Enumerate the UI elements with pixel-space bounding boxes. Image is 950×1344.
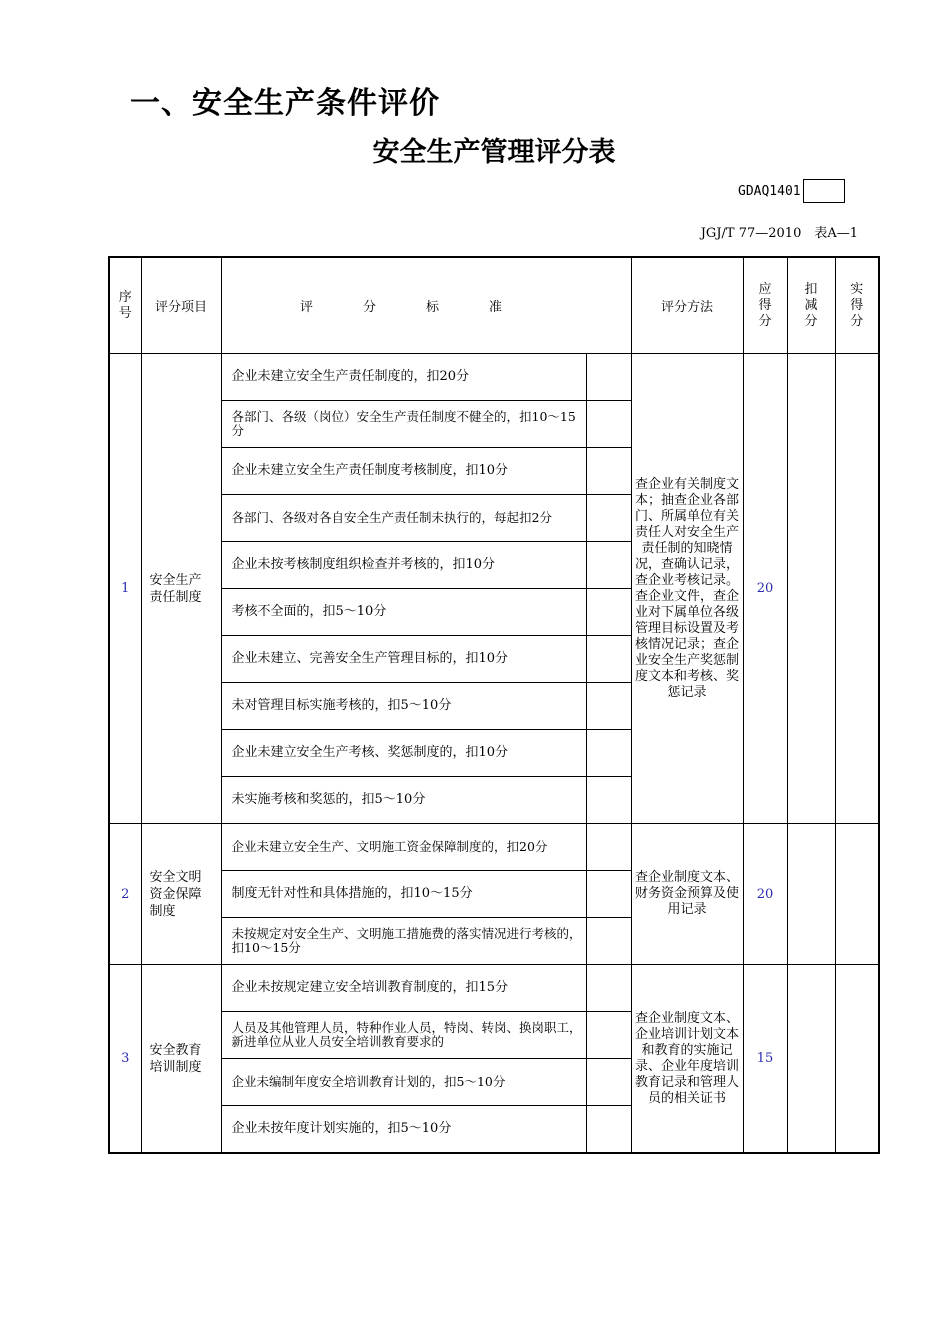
criteria-deduct-cell[interactable] <box>586 1012 631 1059</box>
criteria-deduct-cell[interactable] <box>586 401 631 448</box>
criteria-deduct-cell[interactable] <box>586 1106 631 1154</box>
criteria-deduct-cell[interactable] <box>586 542 631 589</box>
row-method: 查企业有关制度文本；抽查企业各部门、所属单位有关责任人对安全生产责任制的知晓情况，查确认记录，查企业考核记录。查企业文件，查企业对下属单位各级管理目标设置及考核情况记录；查企业安全生产奖惩制度文本和考核、奖惩记录 <box>631 354 743 824</box>
criteria-deduct-cell[interactable] <box>586 1059 631 1106</box>
criteria-row <box>109 965 879 1012</box>
header-actual: 实得分 <box>835 257 879 354</box>
criteria-text: 企业未按年度计划实施的，扣5～10分 <box>221 1106 586 1154</box>
criteria-deduct-cell[interactable] <box>586 871 631 918</box>
header-seq: 序号 <box>109 257 141 354</box>
criteria-text: 未实施考核和奖惩的，扣5～10分 <box>221 777 586 824</box>
criteria-deduct-cell[interactable] <box>586 495 631 542</box>
row-actual-score[interactable] <box>835 824 879 965</box>
header-method: 评分方法 <box>631 257 743 354</box>
criteria-text: 制度无针对性和具体措施的，扣10～15分 <box>221 871 586 918</box>
row-item-label: 安全生产责任制度 <box>149 572 202 605</box>
row-seq: 2 <box>109 824 141 965</box>
header-criteria: 评分标准 <box>221 257 631 354</box>
row-actual-score[interactable] <box>835 965 879 1154</box>
criteria-text: 企业未按规定建立安全培训教育制度的，扣15分 <box>221 965 586 1012</box>
criteria-text: 企业未建立安全生产考核、奖惩制度的，扣10分 <box>221 730 586 777</box>
criteria-text: 企业未建立安全生产责任制度考核制度，扣10分 <box>221 448 586 495</box>
header-due: 应得分 <box>743 257 787 354</box>
row-deduct-score[interactable] <box>787 354 835 824</box>
criteria-text: 各部门、各级对各自安全生产责任制未执行的，每起扣2分 <box>221 495 586 542</box>
criteria-text: 企业未编制年度安全培训教育计划的，扣5～10分 <box>221 1059 586 1106</box>
row-method: 查企业制度文本、财务资金预算及使用记录 <box>631 824 743 965</box>
row-method: 查企业制度文本、企业培训计划文本和教育的实施记录、企业年度培训教育记录和管理人员的相关证书 <box>631 965 743 1154</box>
row-seq: 3 <box>109 965 141 1154</box>
criteria-deduct-cell[interactable] <box>586 824 631 871</box>
form-code: GDAQ1401 <box>738 183 801 199</box>
criteria-row <box>109 824 879 871</box>
header-deduct: 扣减分 <box>787 257 835 354</box>
row-due-score: 20 <box>743 354 787 824</box>
row-item <box>141 824 221 965</box>
criteria-text: 企业未按考核制度组织检查并考核的，扣10分 <box>221 542 586 589</box>
form-code-input-box[interactable] <box>803 179 845 203</box>
criteria-text: 未按规定对安全生产、文明施工措施费的落实情况进行考核的，扣10～15分 <box>221 918 586 965</box>
score-table <box>108 256 880 1154</box>
row-due-score: 20 <box>743 824 787 965</box>
criteria-deduct-cell[interactable] <box>586 448 631 495</box>
header-item: 评分项目 <box>141 257 221 354</box>
criteria-text: 企业未建立、完善安全生产管理目标的，扣10分 <box>221 636 586 683</box>
criteria-deduct-cell[interactable] <box>586 354 631 401</box>
criteria-text: 人员及其他管理人员，特种作业人员，特岗、转岗、换岗职工，新进单位从业人员安全培训教育要求的 <box>221 1012 586 1059</box>
row-actual-score[interactable] <box>835 354 879 824</box>
criteria-text: 未对管理目标实施考核的，扣5～10分 <box>221 683 586 730</box>
table-title: 安全生产管理评分表 <box>372 137 616 168</box>
criteria-deduct-cell[interactable] <box>586 636 631 683</box>
criteria-deduct-cell[interactable] <box>586 965 631 1012</box>
section-title: 一、安全生产条件评价 <box>130 86 440 121</box>
criteria-deduct-cell[interactable] <box>586 683 631 730</box>
criteria-text: 企业未建立安全生产责任制度的，扣20分 <box>221 354 586 401</box>
standard-reference: JGJ/T 77—2010 表A—1 <box>700 226 858 241</box>
row-seq: 1 <box>109 354 141 824</box>
criteria-deduct-cell[interactable] <box>586 918 631 965</box>
criteria-text: 考核不全面的，扣5～10分 <box>221 589 586 636</box>
row-item-label: 安全文明资金保障制度 <box>149 869 202 919</box>
criteria-row <box>109 354 879 401</box>
criteria-deduct-cell[interactable] <box>586 777 631 824</box>
row-deduct-score[interactable] <box>787 824 835 965</box>
header-row <box>109 257 879 354</box>
form-code-row <box>738 179 845 203</box>
criteria-deduct-cell[interactable] <box>586 589 631 636</box>
criteria-text: 企业未建立安全生产、文明施工资金保障制度的，扣20分 <box>221 824 586 871</box>
criteria-text: 各部门、各级（岗位）安全生产责任制度不健全的，扣10～15分 <box>221 401 586 448</box>
row-item <box>141 354 221 824</box>
row-item <box>141 965 221 1154</box>
row-deduct-score[interactable] <box>787 965 835 1154</box>
row-due-score: 15 <box>743 965 787 1154</box>
row-item-label: 安全教育培训制度 <box>149 1042 202 1075</box>
criteria-deduct-cell[interactable] <box>586 730 631 777</box>
